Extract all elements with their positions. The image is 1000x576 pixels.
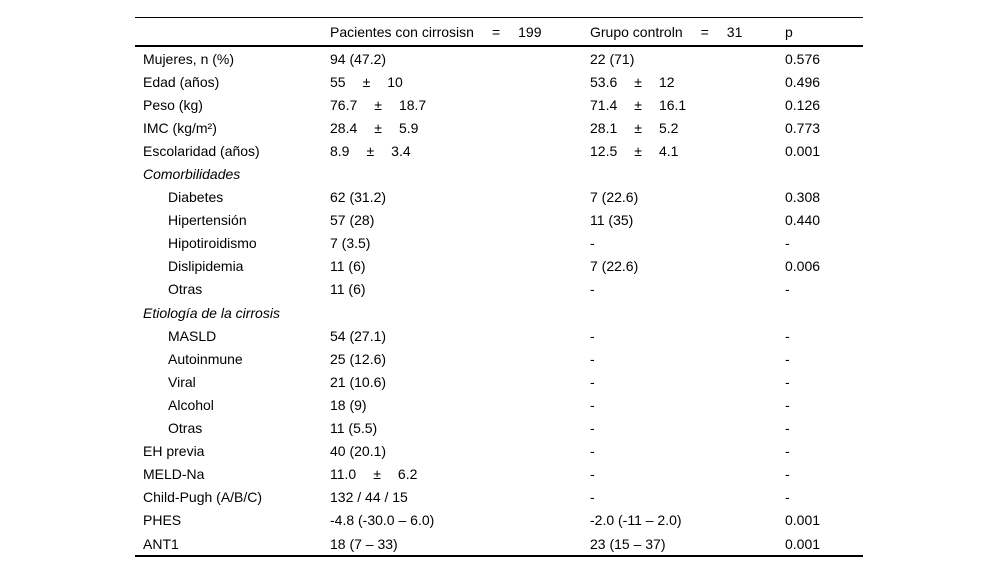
control-cell [590,281,785,297]
cirrhosis-cell [330,420,590,436]
p-cell: - [785,420,790,437]
control-cell [590,351,785,367]
cell-part: - [590,327,595,344]
plus-minus-sign: ± [362,73,371,90]
row-label: Otras [168,420,203,437]
control-cell [590,235,785,251]
cell-part: - [590,350,595,367]
p-cell: 0.006 [785,258,821,275]
cell-part: 54 (27.1) [330,327,387,344]
row-label: Peso (kg) [143,96,203,113]
table-row [135,116,863,139]
p-cell: 0.440 [785,212,821,229]
cell-part: 11.0 [330,466,357,483]
row-label: MELD-Na [143,466,205,483]
table-row [135,93,863,116]
cell-part: 11 (6) [330,258,366,275]
cell-part: 5.9 [398,119,419,136]
cell-part: 18 (7 – 33) [330,535,398,552]
control-cell [590,258,785,274]
control-cell [590,328,785,344]
cirrhosis-cell [330,443,590,459]
p-cell: 0.576 [785,50,821,67]
cirrhosis-cell [330,281,590,297]
row-label: IMC (kg/m²) [143,119,217,136]
plus-minus-sign: ± [373,466,381,483]
control-cell [590,397,785,413]
p-cell: 0.308 [785,189,821,206]
table-row [135,70,863,93]
p-cell: - [785,350,790,367]
control-cell [590,51,785,67]
cell-part: 7 (22.6) [590,189,639,206]
row-label: Dislipidemia [168,258,244,275]
cell-part: 28.4 [330,119,358,136]
table-row [135,47,863,70]
cell-part: 12 [658,73,675,90]
cirrhosis-cell [330,397,590,413]
table-row [135,486,863,509]
cirrhosis-group-label: Pacientes con cirrosisn [330,23,474,40]
cirrhosis-cell [330,374,590,390]
cell-part: 18.7 [398,96,427,113]
cell-part: 8.9 [330,142,350,159]
cell-part: - [590,235,595,252]
cirrhosis-cell [330,512,590,528]
p-cell: - [785,281,790,298]
cirrhosis-cell [330,328,590,344]
cirrhosis-cell [330,97,590,113]
control-cell [590,466,785,482]
table-row [135,278,863,301]
row-label: Alcohol [168,396,214,413]
cirrhosis-cell [330,120,590,136]
table-row [135,440,863,463]
cell-part: 23 (15 – 37) [590,535,666,552]
control-cell [590,443,785,459]
row-label: ANT1 [143,535,179,552]
cirrhosis-cell [330,74,590,90]
control-cell [590,420,785,436]
row-label: Otras [168,281,203,298]
p-cell: - [785,489,790,506]
cell-part: -2.0 (-11 – 2.0) [590,512,682,529]
p-cell: 0.126 [785,96,821,113]
table-row [135,532,863,555]
control-group-n: 31 [726,23,743,40]
p-cell: - [785,396,790,413]
row-label: PHES [143,512,182,529]
cell-part: 57 (28) [330,212,375,229]
section-header-row [135,301,863,324]
table-row [135,417,863,440]
cell-part: 11 (5.5) [330,420,378,437]
cell-part: 7 (3.5) [330,235,371,252]
row-label: Hipertensión [168,212,247,229]
row-label: MASLD [168,327,217,344]
cirrhosis-group-equals: = [491,23,501,40]
plus-minus-sign: ± [634,119,642,136]
cell-part: 6.2 [397,466,418,483]
row-label: Child-Pugh (A/B/C) [143,489,263,506]
header-cirrhosis-group [330,24,590,40]
cell-part: 11 (35) [590,212,634,229]
cell-part: 62 (31.2) [330,189,387,206]
plus-minus-sign: ± [374,96,382,113]
table-row [135,370,863,393]
section-header-row [135,162,863,185]
cell-part: - [590,420,595,437]
p-cell: - [785,443,790,460]
cell-part: - [590,489,595,506]
plus-minus-sign: ± [634,142,642,159]
row-label: Mujeres, n (%) [143,50,235,67]
p-cell: 0.001 [785,535,821,552]
cell-part: 12.5 [590,142,618,159]
plus-minus-sign: ± [634,96,642,113]
row-label: Hipotiroidismo [168,235,257,252]
control-cell [590,374,785,390]
comparison-table [135,17,863,557]
cell-part: 3.4 [391,142,411,159]
p-cell: - [785,327,790,344]
control-group-label: Grupo controln [590,23,683,40]
table-row [135,324,863,347]
cell-part: - [590,281,595,298]
cell-part: 4.1 [658,142,679,159]
table-row [135,232,863,255]
plus-minus-sign: ± [634,73,642,90]
table-header-row [135,18,863,47]
table-row [135,347,863,370]
cirrhosis-cell [330,189,590,205]
row-label: Autoinmune [168,350,243,367]
cell-part: 40 (20.1) [330,443,387,460]
section-label: Etiología de la cirrosis [143,304,280,321]
plus-minus-sign: ± [374,119,382,136]
cell-part: 7 (22.6) [590,258,639,275]
cirrhosis-cell [330,212,590,228]
control-group-equals: = [700,23,709,40]
header-control-group [590,24,785,40]
table-row [135,139,863,162]
cell-part: 76.7 [330,96,358,113]
table-row [135,209,863,232]
cell-part: - [590,443,595,460]
control-cell [590,74,785,90]
section-label: Comorbilidades [143,166,241,183]
cell-part: - [590,396,595,413]
row-label: Escolaridad (años) [143,142,260,159]
row-label: Edad (años) [143,73,220,90]
cell-part: - [590,466,595,483]
control-cell [590,120,785,136]
p-cell: 0.773 [785,119,821,136]
cell-part: 25 (12.6) [330,350,387,367]
cirrhosis-cell [330,235,590,251]
table-body [135,47,863,555]
p-cell: 0.001 [785,142,821,159]
cell-part: 55 [330,73,346,90]
cirrhosis-cell [330,536,590,552]
cell-part: 53.6 [590,73,618,90]
table-row [135,393,863,416]
cell-part: 5.2 [658,119,679,136]
row-label: Viral [168,373,196,390]
row-label: EH previa [143,443,205,460]
header-p-label: p [785,23,793,40]
p-cell: 0.496 [785,73,821,90]
table-row [135,509,863,532]
cirrhosis-cell [330,51,590,67]
cell-part: 18 (9) [330,396,367,413]
control-cell [590,536,785,552]
table-row [135,255,863,278]
control-cell [590,489,785,505]
p-cell: - [785,235,790,252]
control-cell [590,189,785,205]
plus-minus-sign: ± [366,142,375,159]
cirrhosis-cell [330,351,590,367]
control-cell [590,97,785,113]
cirrhosis-cell [330,466,590,482]
cell-part: 10 [387,73,403,90]
cell-part: 71.4 [590,96,618,113]
cell-part: 11 (6) [330,281,366,298]
cirrhosis-group-n: 199 [518,23,542,40]
p-cell: - [785,373,790,390]
cell-part: 94 (47.2) [330,50,387,67]
p-cell: - [785,466,790,483]
table-row [135,186,863,209]
table-row [135,463,863,486]
cell-part: -4.8 (-30.0 – 6.0) [330,512,435,529]
cirrhosis-cell [330,143,590,159]
cell-part: 21 (10.6) [330,373,387,390]
row-label: Diabetes [168,189,224,206]
cell-part: 22 (71) [590,50,635,67]
cell-part: 132 / 44 / 15 [330,489,408,506]
cell-part: 28.1 [590,119,618,136]
cirrhosis-cell [330,258,590,274]
p-cell: 0.001 [785,512,821,529]
cell-part: - [590,373,595,390]
control-cell [590,143,785,159]
cell-part: 16.1 [658,96,687,113]
control-cell [590,212,785,228]
control-cell [590,512,785,528]
cirrhosis-cell [330,489,590,505]
